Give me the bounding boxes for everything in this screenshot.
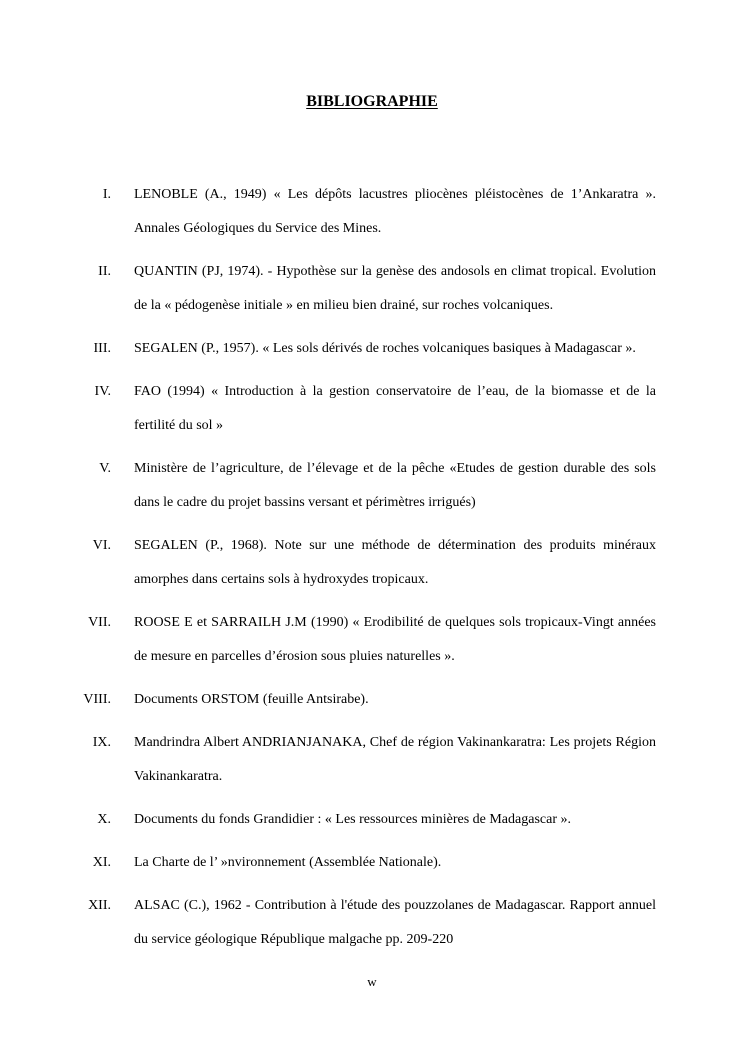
bibliography-list xyxy=(0,178,744,966)
entry-text: La Charte de l’ »nvironnement (Assemblée Nationale). xyxy=(134,855,442,870)
bibliography-entry xyxy=(0,889,744,957)
bibliography-entry xyxy=(0,452,744,520)
bibliography-entry xyxy=(0,846,744,880)
bibliography-entry xyxy=(0,178,744,246)
bibliography-entry xyxy=(0,529,744,597)
bibliography-entry xyxy=(0,332,744,366)
bibliography-entry xyxy=(0,255,744,323)
bibliography-entry xyxy=(0,726,744,794)
entry-text: ALSAC (C.), 1962 - Contribution à l'étude des pouzzolanes de Madagascar. Rapport annuel du service géologique République malgache pp. 209-220 xyxy=(134,898,656,947)
entry-text: LENOBLE (A., 1949) « Les dépôts lacustres pliocènes pléistocènes de 1’Ankaratra ». Annales Géologiques du Service des Mines. xyxy=(134,187,656,236)
entry-text: Mandrindra Albert ANDRIANJANAKA, Chef de région Vakinankaratra: Les projets Région Vakinankaratra. xyxy=(134,735,656,784)
entry-number: XI. xyxy=(92,855,111,870)
bibliography-entry xyxy=(0,683,744,717)
page-number: w xyxy=(367,974,377,989)
entry-text: Documents ORSTOM (feuille Antsirabe). xyxy=(134,692,369,707)
entry-text: SEGALEN (P., 1957). « Les sols dérivés de roches volcaniques basiques à Madagascar ». xyxy=(134,341,636,356)
entry-number: II. xyxy=(98,264,111,279)
entry-text: QUANTIN (PJ, 1974). - Hypothèse sur la genèse des andosols en climat tropical. Evolution de la « pédogenèse initiale » en milieu bien drainé, sur roches volcaniques. xyxy=(134,264,656,313)
entry-number: V. xyxy=(99,461,111,476)
entry-number: XII. xyxy=(88,898,111,913)
page-title: BIBLIOGRAPHIE xyxy=(306,93,438,110)
entry-text: Documents du fonds Grandidier : « Les ressources minières de Madagascar ». xyxy=(134,812,571,827)
entry-text: SEGALEN (P., 1968). Note sur une méthode de détermination des produits minéraux amorphes dans certains sols à hydroxydes tropicaux. xyxy=(134,538,656,587)
entry-number: VII. xyxy=(88,615,111,630)
entry-number: VI. xyxy=(92,538,111,553)
bibliography-entry xyxy=(0,375,744,443)
entry-number: I. xyxy=(102,187,111,202)
entry-number: X. xyxy=(97,812,111,827)
entry-text: ROOSE E et SARRAILH J.M (1990) « Erodibilité de quelques sols tropicaux-Vingt années de mesure en parcelles d’érosion sous pluies naturelles ». xyxy=(134,615,656,664)
entry-number: III. xyxy=(93,341,111,356)
entry-text: FAO (1994) « Introduction à la gestion conservatoire de l’eau, de la biomasse et de la fertilité du sol » xyxy=(134,384,656,433)
entry-number: VIII. xyxy=(83,692,111,707)
bibliography-entry xyxy=(0,803,744,837)
entry-number: IX. xyxy=(92,735,111,750)
entry-number: IV. xyxy=(94,384,111,399)
entry-text: Ministère de l’agriculture, de l’élevage et de la pêche «Etudes de gestion durable des sols dans le cadre du projet bassins versant et périmètres irrigués) xyxy=(134,461,656,510)
bibliography-entry xyxy=(0,606,744,674)
